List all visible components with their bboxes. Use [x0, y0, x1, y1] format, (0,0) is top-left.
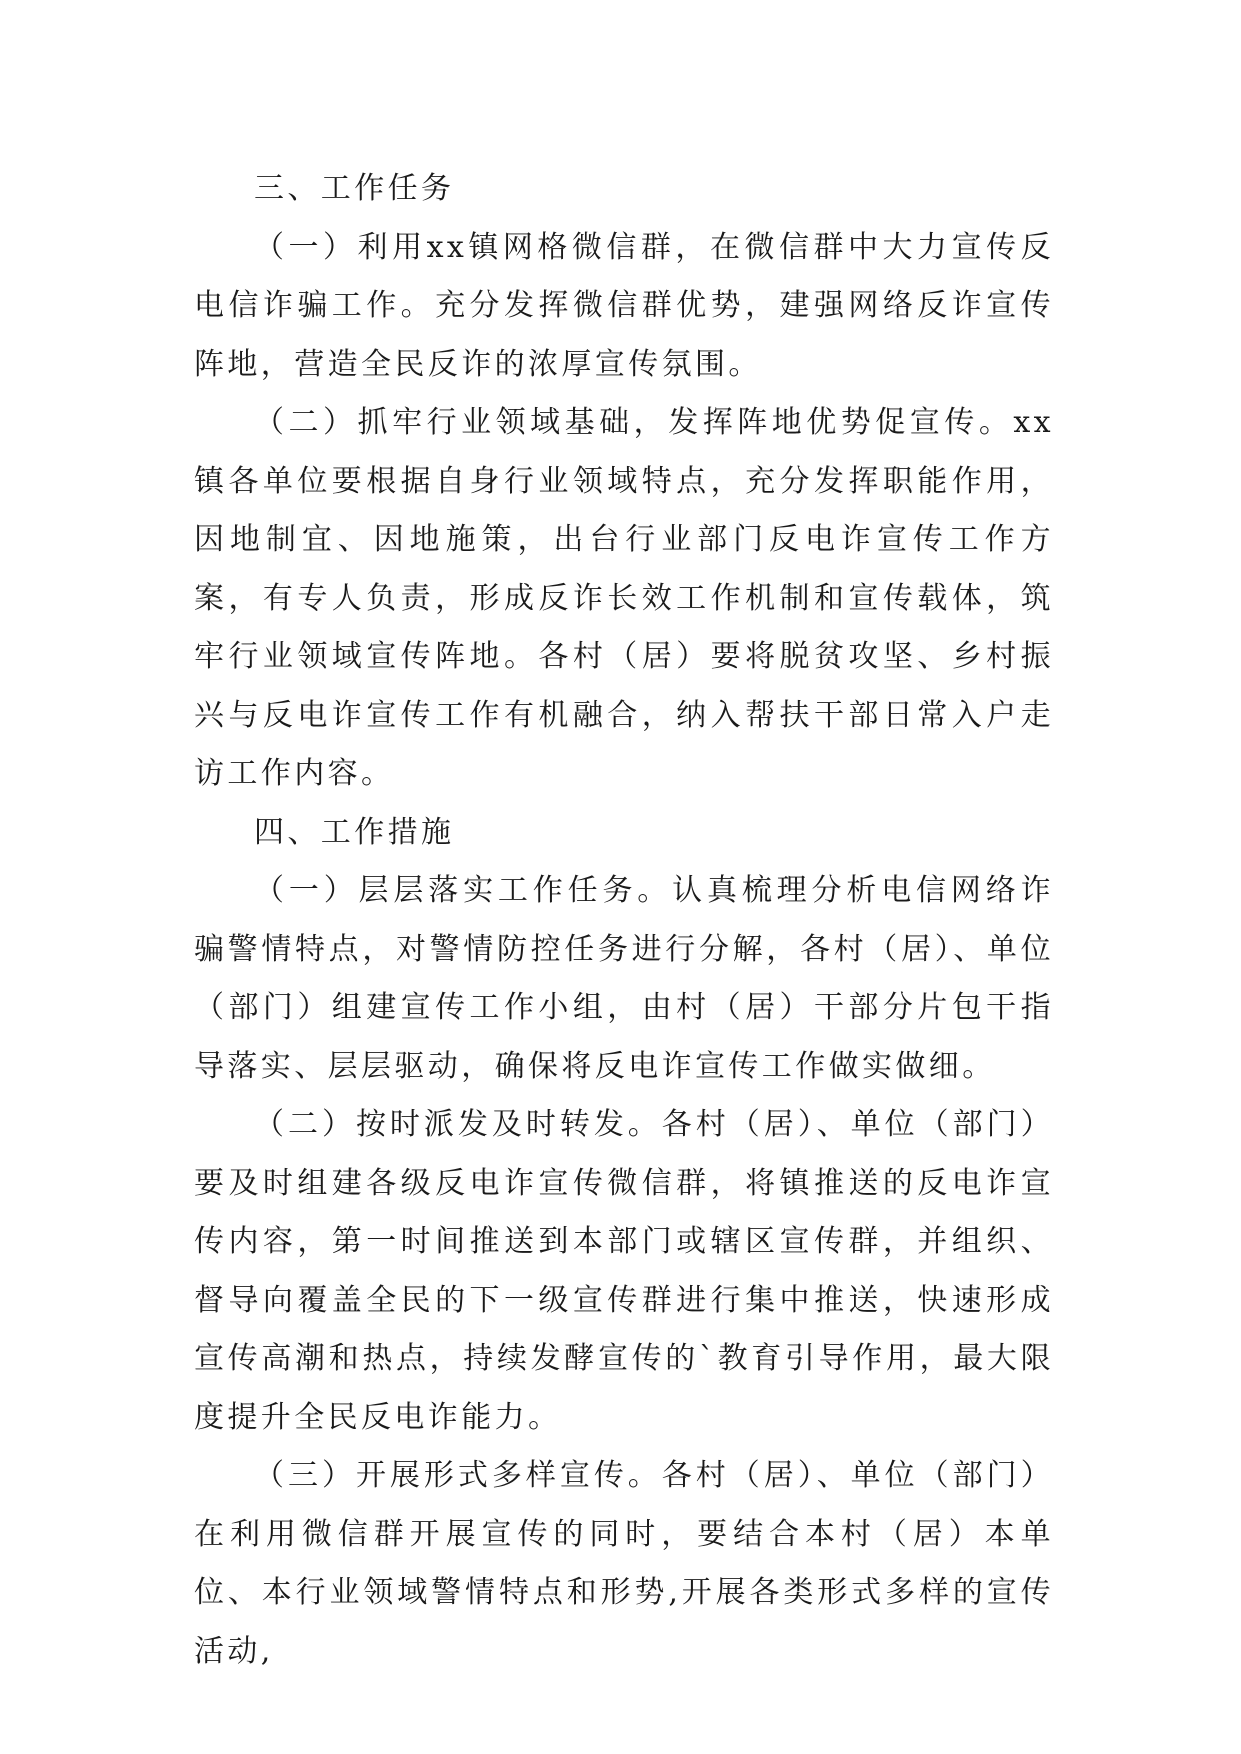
paragraph-task-2: （二）抓牢行业领域基础，发挥阵地优势促宣传。xx镇各单位要根据自身行业领域特点，充分发挥职能作用，因地制宜、因地施策，出台行业部门反电诈宣传工作方案，有专人负责，形成反诈长效工作机制和宣传载体，筑牢行业领域宣传阵地。各村（居）要将脱贫攻坚、乡村振兴与反电诈宣传工作有机融合，纳入帮扶干部日常入户走访工作内容。: [194, 405, 1054, 791]
paragraph-task-1: （一）利用xx镇网格微信群，在微信群中大力宣传反电信诈骗工作。充分发挥微信群优势，建强网络反诈宣传阵地，营造全民反诈的浓厚宣传氛围。: [194, 229, 1054, 382]
section-heading-work-measures: 四、工作措施: [254, 814, 455, 850]
paragraph-measure-2: （二）按时派发及时转发。各村（居）、单位（部门）要及时组建各级反电诈宣传微信群，将镇推送的反电诈宣传内容，第一时间推送到本部门或辖区宣传群，并组织、督导向覆盖全民的下一级宣传群进行集中推送，快速形成宣传高潮和热点，持续发酵宣传的`教育引导作用，最大限度提升全民反电诈能力。: [194, 1107, 1054, 1435]
paragraph-measure-3: （三）开展形式多样宣传。各村（居）、单位（部门）在利用微信群开展宣传的同时，要结合本村（居）本单位、本行业领域警情特点和形势,开展各类形式多样的宣传活动,: [194, 1458, 1054, 1669]
paragraph-measure-1: （一）层层落实工作任务。认真梳理分析电信网络诈骗警情特点，对警情防控任务进行分解，各村（居）、单位（部门）组建宣传工作小组，由村（居）干部分片包干指导落实、层层驱动，确保将反电诈宣传工作做实做细。: [194, 873, 1054, 1084]
section-heading-work-tasks: 三、工作任务: [254, 171, 455, 206]
document-body: [194, 160, 1054, 1681]
